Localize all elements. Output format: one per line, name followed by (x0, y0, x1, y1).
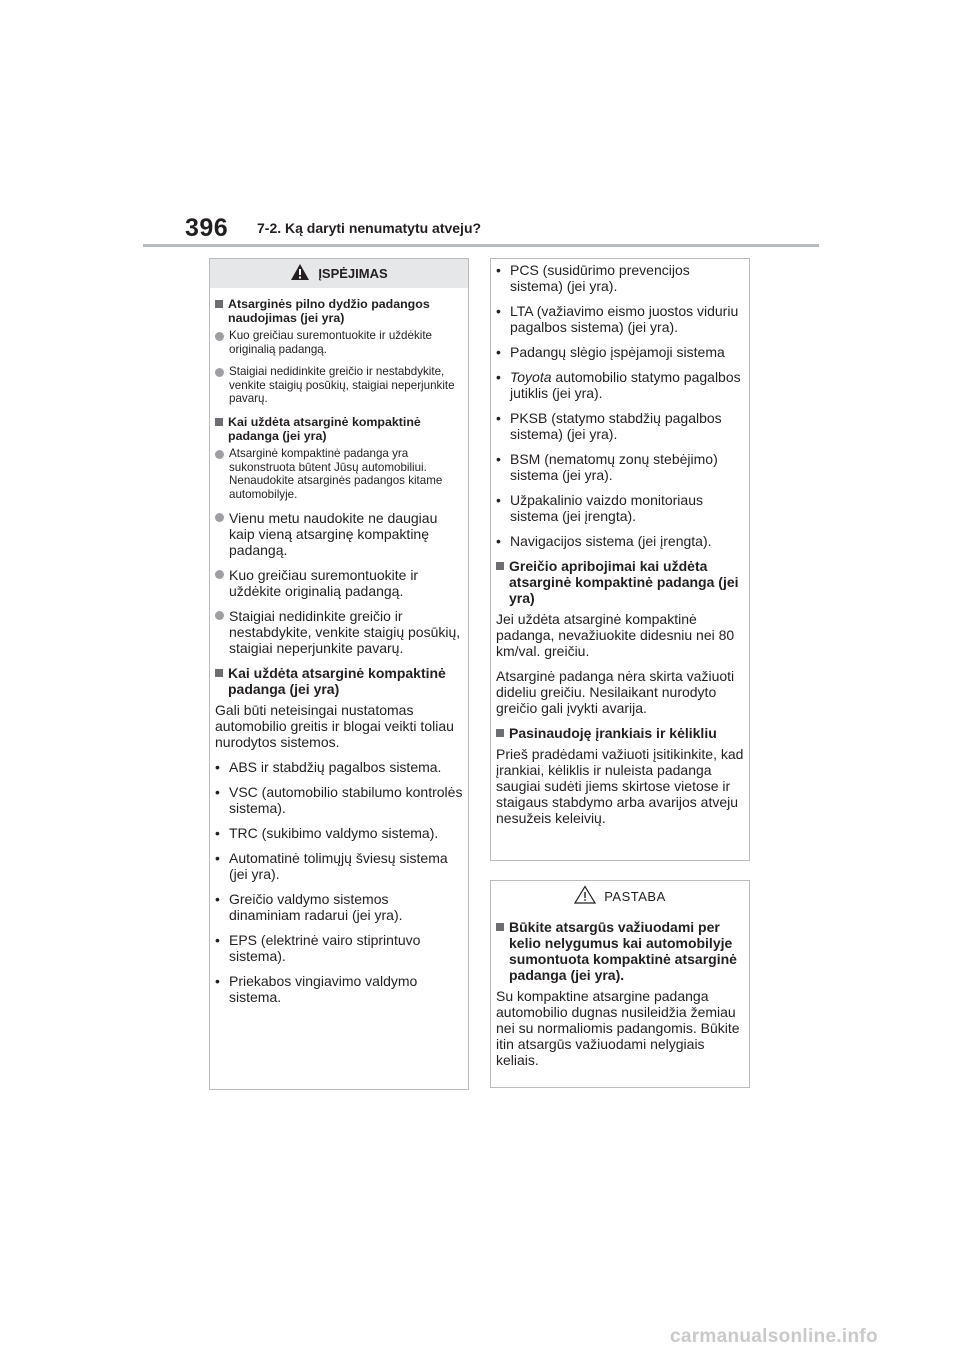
square-bullet-icon (215, 300, 223, 308)
paragraph: Atsarginė padanga nėra skirta važiuoti dideliu greičiu. Nesilaikant nurodyto greičio gali įvykti avarija. (496, 668, 735, 716)
subheading-text: Greičio apribojimai kai uždėta atsarginė kompaktinė padanga (jei yra) (509, 558, 739, 606)
subheading-text: Kai uždėta atsarginė kompaktinė padanga (jei yra) (228, 665, 446, 698)
system-item-text: BSM (nematomų zonų stebėjimo) sistema (jei yra). (510, 451, 718, 483)
list-item (215, 510, 463, 558)
system-item-text: ABS ir stabdžių pagalbos sistema. (229, 759, 442, 776)
bullet-mark: • (496, 410, 501, 426)
round-bullet-icon (215, 332, 224, 341)
system-item-text: EPS (elektrinė vairo stiprintuvo sistema). (229, 932, 421, 965)
note-title: PASTABA (604, 888, 666, 904)
system-item-text: TRC (sukibimo valdymo sistema). (229, 825, 439, 842)
subheading-text: Pasinaudoję įrankiais ir kėlikliu (509, 725, 717, 741)
list-item-text: Kuo greičiau suremontuokite ir uždėkite originalią padangą. (229, 329, 432, 356)
system-item-text: LTA (važiavimo eismo juostos viduriu pagalbos sistema) (jei yra). (510, 303, 739, 335)
note-box-header (491, 881, 749, 911)
bullet-mark: • (215, 932, 220, 949)
paragraph: Prieš pradėdami važiuoti įsitikinkite, kad įrankiai, kėliklis ir nuleista padanga saugiai sudėti jiems skirtose vietose ir staigaus stabdymo arba avarijos atveju nesužeis keleivių. (496, 746, 744, 826)
list-item-text: Vienu metu naudokite ne daugiau kaip vieną atsarginę kompaktinę padangą. (229, 510, 438, 559)
list-item-text: Kuo greičiau suremontuokite ir uždėkite originalią padangą. (229, 567, 419, 600)
bullet-mark: • (496, 492, 501, 508)
system-item (215, 759, 463, 775)
system-item (215, 850, 463, 882)
list-item-text: Atsarginė kompaktinė padanga yra sukonstruota būtent Jūsų automobiliui. Nenaudokite atsarginės padangos kitame automobilyje. (229, 446, 443, 501)
subheading-text: Kai uždėta atsarginė kompaktinė padanga (jei yra) (228, 414, 421, 443)
bullet-mark: • (215, 825, 220, 842)
warning-subheading (215, 665, 463, 697)
bullet-mark: • (496, 451, 501, 467)
system-item (496, 410, 744, 442)
continuation-content (491, 259, 749, 841)
bullet-mark: • (215, 759, 220, 776)
subheading-text: Būkite atsargūs važiuodami per kelio nelygumus kai automobilyje sumontuota kompaktinė atsarginė padanga (jei yra). (509, 919, 737, 983)
header-rule (143, 244, 819, 247)
bullet-mark: • (215, 891, 220, 908)
square-bullet-icon (215, 418, 223, 426)
subheading-text: Atsarginės pilno dydžio padangos naudojimas (jei yra) (228, 297, 430, 325)
bullet-mark: • (496, 369, 501, 385)
system-item (215, 825, 463, 841)
paragraph: Gali būti neteisingai nustatomas automobilio greitis ir blogai veikti toliau nurodytos sistemos. (215, 702, 454, 751)
round-bullet-icon (215, 611, 224, 620)
note-content (491, 911, 749, 1083)
bullet-mark: • (215, 973, 220, 990)
square-bullet-icon (215, 669, 223, 677)
round-bullet-icon (215, 513, 224, 522)
system-item (215, 932, 463, 964)
bullet-mark: • (215, 784, 220, 801)
list-item (215, 447, 463, 501)
bullet-mark: • (496, 533, 501, 549)
list-item (215, 567, 463, 599)
page-number: 396 (185, 214, 229, 242)
bullet-mark: • (496, 262, 501, 278)
warning-subheading (215, 297, 463, 325)
system-item (496, 344, 744, 360)
list-item-text: Staigiai nedidinkite greičio ir nestabdykite, venkite staigių posūkių, staigiai neperjunkite pavarų. (229, 365, 455, 406)
warning-content (210, 288, 468, 1020)
round-bullet-icon (215, 450, 224, 459)
warning-box (209, 258, 469, 1090)
list-item-text: Staigiai nedidinkite greičio ir nestabdykite, venkite staigių posūkių, staigiai neperjunkite pavarų. (229, 608, 461, 657)
paragraph: Jei uždėta atsarginė kompaktinė padanga, nevažiuokite didesniu nei 80 km/val. greičiu. (496, 611, 735, 659)
warning-box-header (210, 259, 468, 288)
system-item-text: Automatinė tolimųjų šviesų sistema (jei yra). (229, 850, 448, 883)
round-bullet-icon (215, 368, 224, 377)
warning-continuation-box (490, 258, 750, 861)
system-item-text: Užpakalinio vaizdo monitoriaus sistema (jei įrengta). (510, 492, 703, 524)
paragraph: Su kompaktine atsargine padanga automobilio dugnas nusileidžia žemiau nei su normaliomis padangomis. Būkite itin atsargūs važiuodami nelygiais keliais. (496, 988, 740, 1068)
square-bullet-icon (496, 729, 504, 737)
tools-heading (496, 725, 744, 741)
round-bullet-icon (215, 570, 224, 579)
system-item (215, 973, 463, 1005)
square-bullet-icon (496, 923, 504, 931)
system-item (496, 492, 744, 524)
system-item-text: PKSB (statymo stabdžių pagalbos sistema) (jei yra). (510, 410, 722, 442)
note-heading (496, 919, 744, 983)
note-box (490, 880, 750, 1088)
brand-name: Toyota (510, 369, 552, 385)
system-item (496, 262, 744, 294)
list-item (215, 329, 463, 356)
section-title: 7-2. Ką daryti nenumatytu atveju? (257, 220, 482, 236)
system-item-text (510, 369, 744, 401)
list-item (215, 608, 463, 656)
system-item (496, 303, 744, 335)
system-item-text: VSC (automobilio stabilumo kontrolės sistema). (229, 784, 463, 817)
system-item-rest: automobilio statymo pagalbos jutiklis (jei yra). (510, 369, 741, 401)
system-item-text: Padangų slėgio įspėjamoji sistema (510, 344, 725, 360)
bullet-mark: • (215, 850, 220, 867)
warning-triangle-icon (290, 263, 310, 284)
speed-limit-heading (496, 558, 744, 606)
system-item-text: Greičio valdymo sistemos dinaminiam radarui (jei yra). (229, 891, 403, 924)
system-item (215, 784, 463, 816)
bullet-mark: • (496, 303, 501, 319)
caution-triangle-icon (574, 885, 596, 907)
bullet-mark: • (496, 344, 501, 360)
warning-subheading (215, 415, 463, 443)
system-item (496, 451, 744, 483)
square-bullet-icon (496, 562, 504, 570)
warning-title: ĮSPĖJIMAS (318, 266, 388, 281)
system-item (496, 533, 744, 549)
system-item (496, 369, 744, 401)
system-item-text: PCS (susidūrimo prevencijos sistema) (jei yra). (510, 262, 690, 294)
watermark: carmanualsonline.info (670, 1326, 878, 1347)
list-item (215, 365, 463, 406)
system-item-text: Navigacijos sistema (jei įrengta). (510, 533, 712, 549)
system-item (215, 891, 463, 923)
system-item-text: Priekabos vingiavimo valdymo sistema. (229, 973, 418, 1006)
